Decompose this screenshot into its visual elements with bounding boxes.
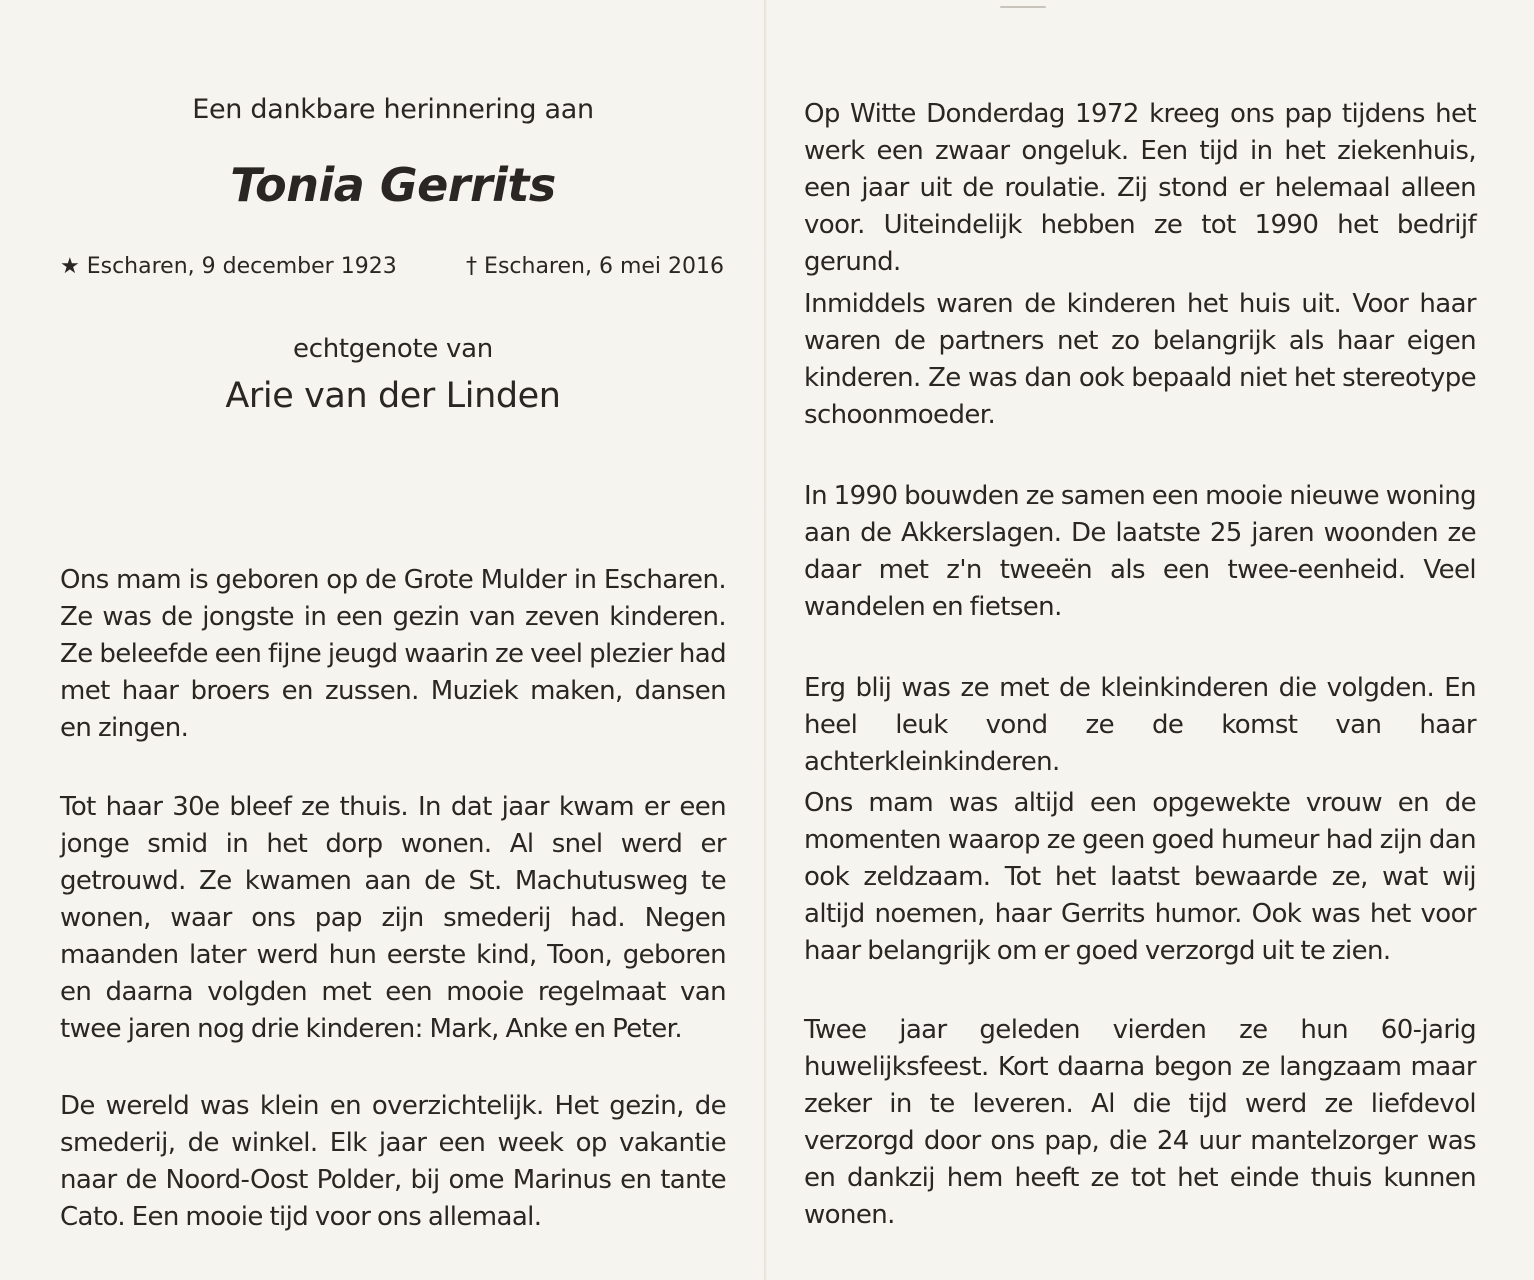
right-page — [804, 0, 1476, 1280]
deceased-name: Tonia Gerrits — [230, 158, 556, 212]
spouse-name: Arie van der Linden — [225, 376, 561, 416]
birth-date: ★ Escharen, 9 december 1923 — [60, 254, 397, 279]
spouse-label: echtgenote van — [293, 334, 493, 364]
left-page — [60, 0, 726, 1280]
paragraph-marriage: Tot haar 30e bleef ze thuis. In dat jaar kwam er een jonge smid in het dorp wonen. Al snel werd er getrouwd. Ze kwamen aan de St. Machutusweg te wonen, waar ons pap zijn smederij had. Negen maanden later werd hun eerste kind, Toon, geboren en daarna volgden met een mooie regelmaat van twee jaren nog drie kinderen: Mark, Anke en Peter. — [60, 792, 726, 1044]
paragraph-accident: Op Witte Donderdag 1972 kreeg ons pap tijdens het werk een zwaar ongeluk. Een tijd in het ziekenhuis, een jaar uit de roulatie. Zij stond er helemaal alleen voor. Uiteindelijk hebben ze tot 1990 het bedrijf gerund. — [804, 99, 1476, 277]
paragraph-family-life: De wereld was klein en overzichtelijk. Het gezin, de smederij, de winkel. Elk jaar een week op vakantie naar de Noord-Oost Polder, bij ome Marinus en tante Cato. Een mooie tijd voor ons allemaal. — [60, 1091, 726, 1232]
paragraph-final-years: Twee jaar geleden vierden ze hun 60-jarig huwelijksfeest. Kort daarna begon ze langzaam maar zeker in te leveren. Al die tijd werd ze liefdevol verzorgd door ons pap, die 24 uur mantelzorger was en dankzij hem heeft ze tot het einde thuis kunnen wonen. — [804, 1015, 1476, 1230]
paragraph-childhood: Ons mam is geboren op de Grote Mulder in Escharen. Ze was de jongste in een gezin van zeven kinderen. Ze beleefde een fijne jeugd waarin ze veel plezier had met haar broers en zussen. Muziek maken, dansen en zingen. — [60, 565, 726, 743]
paragraph-new-home: In 1990 bouwden ze samen een mooie nieuwe woning aan de Akkerslagen. De laatste 25 jaren woonden ze daar met z'n tweeën als een twee-eenheid. Veel wandelen en fietsen. — [804, 481, 1476, 622]
death-date: † Escharen, 6 mei 2016 — [466, 254, 724, 279]
center-fold — [764, 0, 767, 1280]
paragraph-grandchildren: Erg blij was ze met de kleinkinderen die volgden. En heel leuk vond ze de komst van haar achterkleinkinderen. — [804, 673, 1476, 777]
dates-row — [60, 254, 726, 279]
paragraph-character: Ons mam was altijd een opgewekte vrouw en de momenten waarop ze geen goed humeur had zijn dan ook zeldzaam. Tot het laatst bewaarde ze, wat wij altijd noemen, haar Gerrits humor. Ook was het voor haar belangrijk om er goed verzorgd uit te zien. — [804, 788, 1476, 966]
intro-line: Een dankbare herinnering aan — [192, 94, 594, 125]
paragraph-children-left: Inmiddels waren de kinderen het huis uit. Voor haar waren de partners net zo belangrijk als haar eigen kinderen. Ze was dan ook bepaald niet het stereotype schoonmoeder. — [804, 289, 1476, 430]
